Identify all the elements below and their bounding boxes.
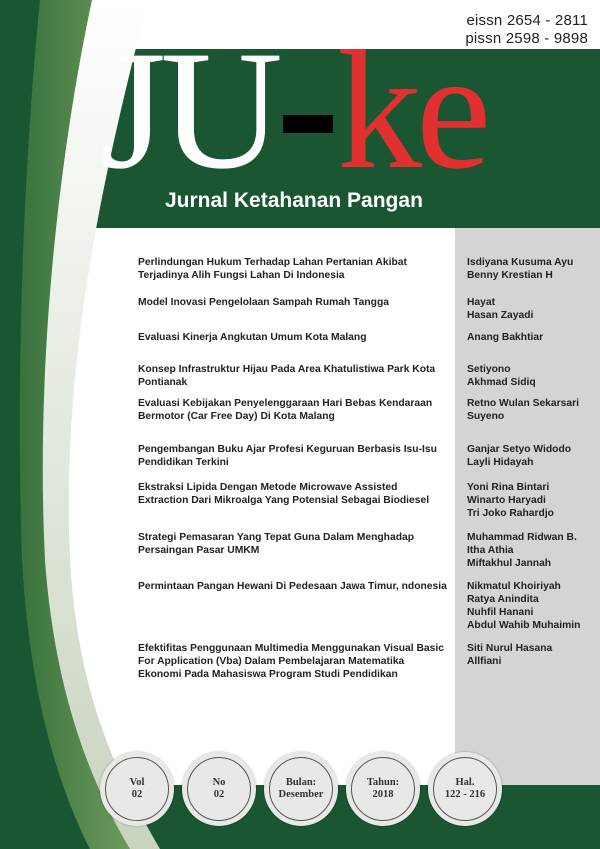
issue-value: 02: [213, 789, 225, 800]
author-name: Abdul Wahib Muhaimin: [467, 620, 581, 631]
issue-badge-ring: [351, 757, 415, 821]
author-name: Muhammad Ridwan B.: [467, 532, 577, 543]
issue-label: No: [212, 777, 226, 788]
article-authors: [467, 580, 597, 632]
issue-value: Desember: [278, 789, 324, 800]
author-name: Hayat: [467, 297, 496, 308]
issue-label: Hal.: [455, 777, 475, 788]
logo-ju: JU: [100, 16, 277, 204]
author-name: Ratya Anindita: [467, 594, 539, 605]
article-authors: [467, 296, 597, 322]
article-title: Ekstraksi Lipida Dengan Metode Microwave Assisted Extraction Dari Mikroalga Yang Potensial Sebagai Biodiesel: [138, 482, 430, 506]
issue-label: Bulan:: [285, 777, 317, 788]
author-name: Yoni Rina Bintari: [467, 482, 550, 493]
article-authors: [467, 531, 597, 570]
author-name: Miftakhul Jannah: [467, 558, 552, 569]
eissn: eissn 2654 - 2811: [466, 12, 588, 29]
article-authors: [467, 256, 597, 282]
author-name: Isdiyana Kusuma Ayu: [467, 257, 574, 268]
pissn: pissn 2598 - 9898: [465, 30, 588, 47]
logo-dash: [283, 115, 333, 133]
author-name: Itha Athia: [467, 545, 514, 556]
article-authors: [467, 642, 597, 668]
author-name: Akhmad Sidiq: [467, 377, 536, 388]
author-name: Benny Krestian H: [467, 270, 553, 281]
journal-subtitle: Jurnal Ketahanan Pangan: [165, 189, 423, 212]
issue-badge-ring: [187, 757, 251, 821]
article-title: Permintaan Pangan Hewani Di Pedesaan Jawa Timur, ndonesia: [138, 581, 447, 592]
author-name: Tri Joko Rahardjo: [467, 508, 554, 519]
article-authors: [467, 397, 597, 423]
article-authors: [467, 481, 597, 520]
issue-value: 02: [131, 789, 143, 800]
article-authors: [467, 331, 597, 344]
article-authors: [467, 363, 597, 389]
issue-badge: [100, 752, 174, 826]
article-title: Evaluasi Kinerja Angkutan Umum Kota Malang: [138, 332, 367, 343]
author-name: Siti Nurul Hasana: [467, 643, 553, 654]
logo-ke: ke: [336, 16, 486, 204]
article-title: Efektifitas Penggunaan Multimedia Menggunakan Visual Basic For Application (Vba) Dalam Pembelajaran Matematika Ekonomi Pada Mahasiswa Program Studi Pendidikan: [138, 643, 444, 680]
article-title: Pengembangan Buku Ajar Profesi Keguruan Berbasis Isu-Isu Pendidikan Terkini: [138, 444, 437, 468]
article-title: Konsep Infrastruktur Hijau Pada Area Khatulistiwa Park Kota Pontianak: [138, 364, 436, 388]
article-title: Perlindungan Hukum Terhadap Lahan Pertanian Akibat Terjadinya Alih Fungsi Lahan Di Indonesia: [138, 257, 407, 281]
author-name: Ganjar Setyo Widodo: [467, 444, 572, 455]
issue-badge: [264, 752, 338, 826]
issue-badge: [182, 752, 256, 826]
author-name: Layli Hidayah: [467, 457, 534, 468]
author-name: Anang Bakhtiar: [467, 332, 544, 343]
issue-badge: [428, 752, 502, 826]
author-name: Winarto Haryadi: [467, 495, 546, 506]
article-title: Evaluasi Kebijakan Penyelenggaraan Hari Bebas Kendaraan Bermotor (Car Free Day) Di Kota Malang: [138, 398, 433, 422]
author-name: Suyeno: [467, 411, 505, 422]
issue-label: Tahun:: [366, 777, 400, 788]
issue-badge-ring: [105, 757, 169, 821]
author-name: Hasan Zayadi: [467, 310, 534, 321]
article-title: Model Inovasi Pengelolaan Sampah Rumah Tangga: [138, 297, 389, 308]
issue-value: 2018: [372, 789, 394, 800]
article-authors: [467, 443, 597, 469]
author-name: Retno Wulan Sekarsari: [467, 398, 579, 409]
issue-value: 122 - 216: [444, 789, 486, 800]
author-name: Allfiani: [467, 656, 502, 667]
article-title: Strategi Pemasaran Yang Tepat Guna Dalam Menghadap Persaingan Pasar UMKM: [138, 532, 414, 556]
author-name: Nikmatul Khoiriyah: [467, 581, 561, 592]
author-name: Nuhfil Hanani: [467, 607, 534, 618]
issue-badge: [346, 752, 420, 826]
issue-badge-ring: [269, 757, 333, 821]
author-name: Setiyono: [467, 364, 511, 375]
issue-badge-ring: [433, 757, 497, 821]
issue-label: Vol: [129, 777, 145, 788]
